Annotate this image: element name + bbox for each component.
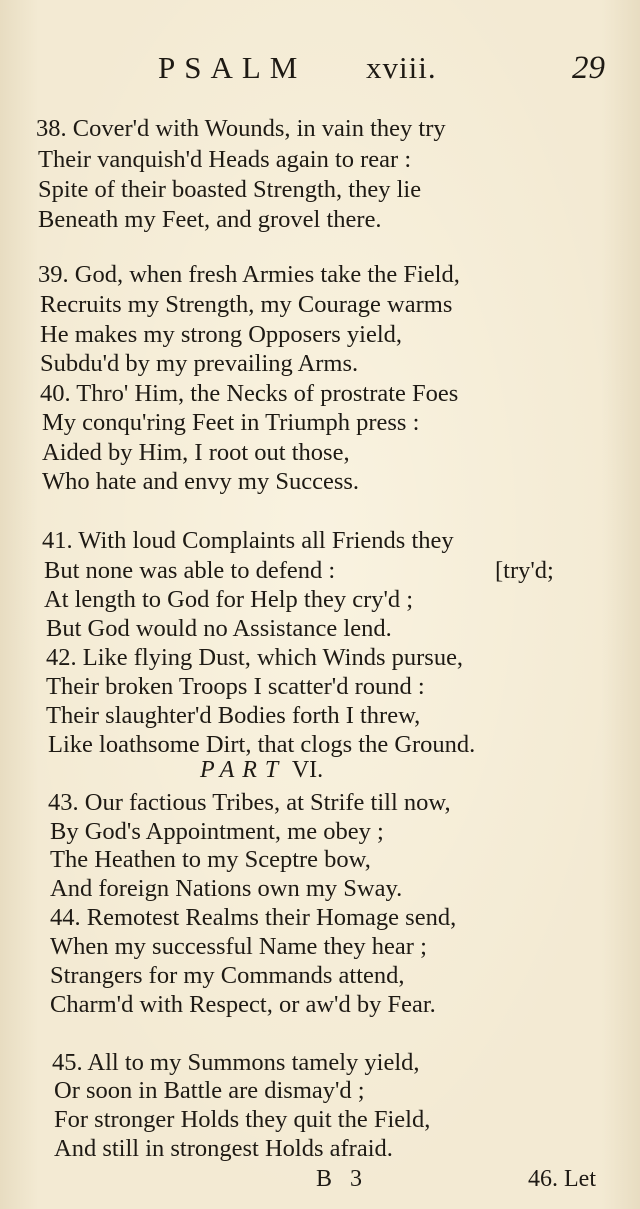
verse-line: 44. Remotest Realms their Homage send, [50,904,457,931]
verse-line: 38. Cover'd with Wounds, in vain they try [36,115,446,142]
verse-line: By God's Appointment, me obey ; [50,818,384,845]
verse-line: When my successful Name they hear ; [50,933,427,960]
verse-line: Beneath my Feet, and grovel there. [38,206,382,233]
verse-line: Recruits my Strength, my Courage warms [40,291,453,318]
verse-line: Or soon in Battle are dismay'd ; [54,1077,365,1104]
verse-line: 45. All to my Summons tamely yield, [52,1049,420,1076]
verse-line: 43. Our factious Tribes, at Strife till now, [48,789,451,816]
verse-line: He makes my strong Opposers yield, [40,321,402,348]
verse-line: Who hate and envy my Success. [42,468,360,495]
verse-line: Aided by Him, I root out those, [42,439,350,466]
verse-line: 40. Thro' Him, the Necks of prostrate Foes [40,380,459,407]
part-label: PART [200,757,287,783]
verse-line: Subdu'd by my prevailing Arms. [40,350,359,377]
verse-line: Their slaughter'd Bodies forth I threw, [46,702,421,729]
verse-line: 41. With loud Complaints all Friends they [42,527,454,554]
psalm-number: xviii. [366,50,437,85]
verse-line: Spite of their boasted Strength, they lie [38,176,422,203]
verse-line: And foreign Nations own my Sway. [50,875,403,902]
verse-line: Strangers for my Commands attend, [50,962,405,989]
verse-line: 42. Like flying Dust, which Winds pursue, [46,644,464,671]
catchword: 46. Let [528,1166,596,1192]
running-head-title: PSALM [158,50,307,85]
verse-line: But God would no Assistance lend. [46,615,392,642]
verse-line: Like loathsome Dirt, that clogs the Ground. [48,731,476,758]
verse-line: And still in strongest Holds afraid. [54,1135,393,1162]
verse-line: Their vanquish'd Heads again to rear : [38,146,412,173]
part-heading [200,757,323,784]
verse-line: Charm'd with Respect, or aw'd by Fear. [50,991,436,1018]
running-head [0,50,640,90]
signature-mark: B 3 [316,1166,369,1192]
verse-line: But none was able to defend : [44,557,336,584]
verse-line: The Heathen to my Sceptre bow, [50,846,371,873]
turnover-word: [try'd; [495,557,554,584]
page-number: 29 [572,50,605,86]
verse-line: My conqu'ring Feet in Triumph press : [42,409,420,436]
verse-line: At length to God for Help they cry'd ; [44,586,414,613]
verse-line: 39. God, when fresh Armies take the Field, [38,261,460,288]
part-number: VI. [291,757,324,783]
verse-line: For stronger Holds they quit the Field, [54,1106,431,1133]
verse-line: Their broken Troops I scatter'd round : [46,673,425,700]
